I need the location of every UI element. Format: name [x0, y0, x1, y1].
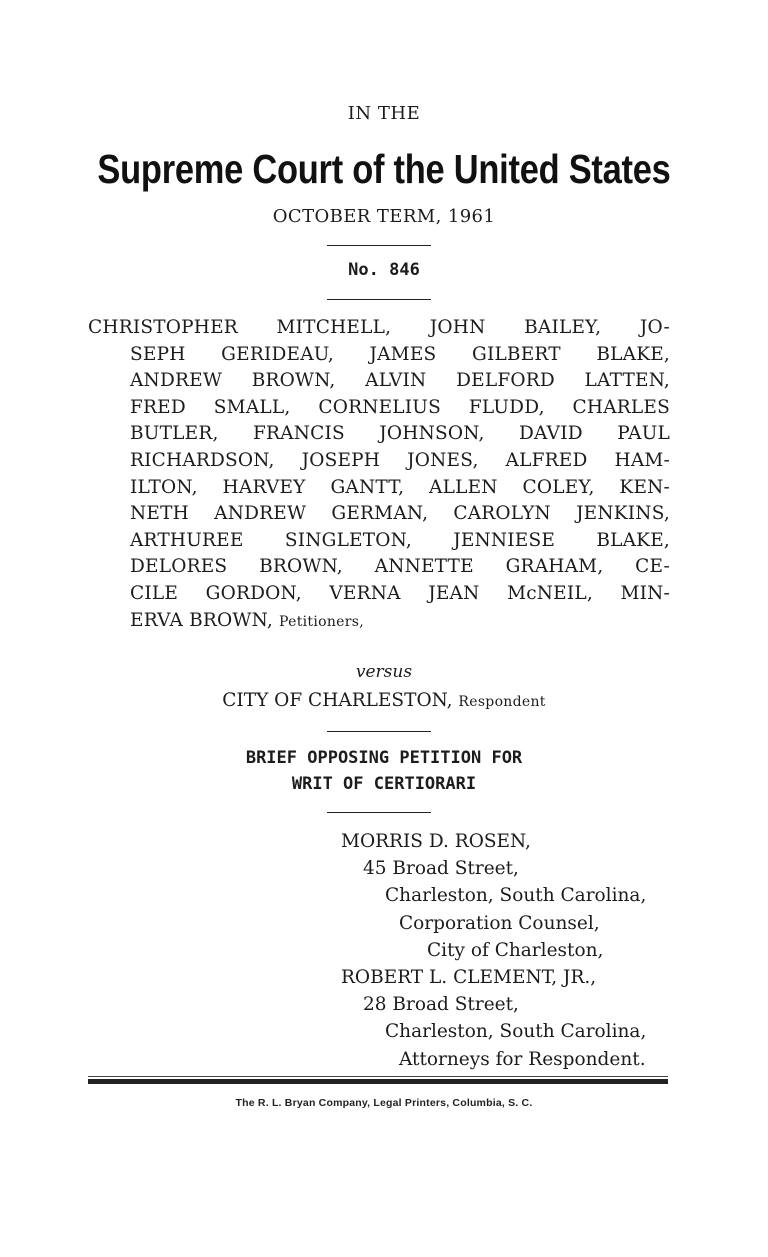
versus-label: versus: [355, 662, 413, 682]
brief-title-line: WRIT OF CERTIORARI: [291, 774, 477, 794]
attorney-name: ROBERT L. CLEMENT, JR.,: [341, 967, 597, 989]
petitioner-last-name: ERVA BROWN,: [130, 609, 273, 631]
divider-rule: [327, 731, 431, 732]
petitioner-line: ARTHUREE SINGLETON, JENNIESE BLAKE,: [130, 529, 670, 551]
attorney-name: MORRIS D. ROSEN,: [341, 831, 531, 852]
attorney-title: Corporation Counsel,: [399, 912, 600, 934]
attorney-street: 45 Broad Street,: [363, 858, 519, 880]
petitioner-line: NETH ANDREW GERMAN, CAROLYN JENKINS,: [130, 503, 670, 525]
petitioners-block: [88, 315, 670, 635]
attorney-org: City of Charleston,: [427, 939, 604, 961]
attorney-street: 28 Broad Street,: [363, 994, 519, 1016]
court-title: Supreme Court of the United States: [97, 146, 671, 192]
printer-credit: The R. L. Bryan Company, Legal Printers, Columbia, S. C.: [235, 1097, 533, 1109]
divider-rule: [327, 299, 431, 300]
attorney-city: Charleston, South Carolina,: [385, 885, 647, 907]
respondent-name: CITY OF CHARLESTON,: [222, 690, 453, 711]
term-label: OCTOBER TERM, 1961: [272, 206, 496, 227]
divider-rule: [327, 812, 431, 813]
footer-rule-thick: [88, 1079, 668, 1084]
petitioner-line: FRED SMALL, CORNELIUS FLUDD, CHARLES: [130, 396, 670, 418]
petitioner-line: RICHARDSON, JOSEPH JONES, ALFRED HAM-: [130, 449, 670, 471]
footer-rule-thin: [88, 1076, 668, 1077]
attorney-title: Attorneys for Respondent.: [399, 1048, 646, 1070]
petitioner-line-last: [88, 608, 670, 636]
petitioner-line: BUTLER, FRANCIS JOHNSON, DAVID PAUL: [130, 423, 670, 445]
petitioners-role: Petitioners,: [279, 613, 364, 630]
respondent-line: [0, 690, 768, 711]
counsel-block: [341, 828, 646, 1073]
divider-rule: [327, 245, 431, 246]
respondent-role: Respondent: [458, 694, 546, 710]
in-the-heading: IN THE: [347, 103, 421, 124]
petitioner-line: SEPH GERIDEAU, JAMES GILBERT BLAKE,: [130, 343, 670, 365]
attorney-city: Charleston, South Carolina,: [385, 1021, 647, 1043]
petitioner-line: ANDREW BROWN, ALVIN DELFORD LATTEN,: [130, 370, 670, 392]
case-number: No. 846: [348, 260, 420, 280]
petitioner-line: CHRISTOPHER MITCHELL, JOHN BAILEY, JO-: [88, 317, 670, 338]
brief-title-line: BRIEF OPPOSING PETITION FOR: [245, 748, 523, 768]
petitioner-line: CILE GORDON, VERNA JEAN McNEIL, MIN-: [130, 582, 670, 604]
petitioner-line: ILTON, HARVEY GANTT, ALLEN COLEY, KEN-: [130, 476, 670, 498]
petitioner-line: DELORES BROWN, ANNETTE GRAHAM, CE-: [130, 556, 670, 578]
brief-title: [0, 745, 768, 797]
